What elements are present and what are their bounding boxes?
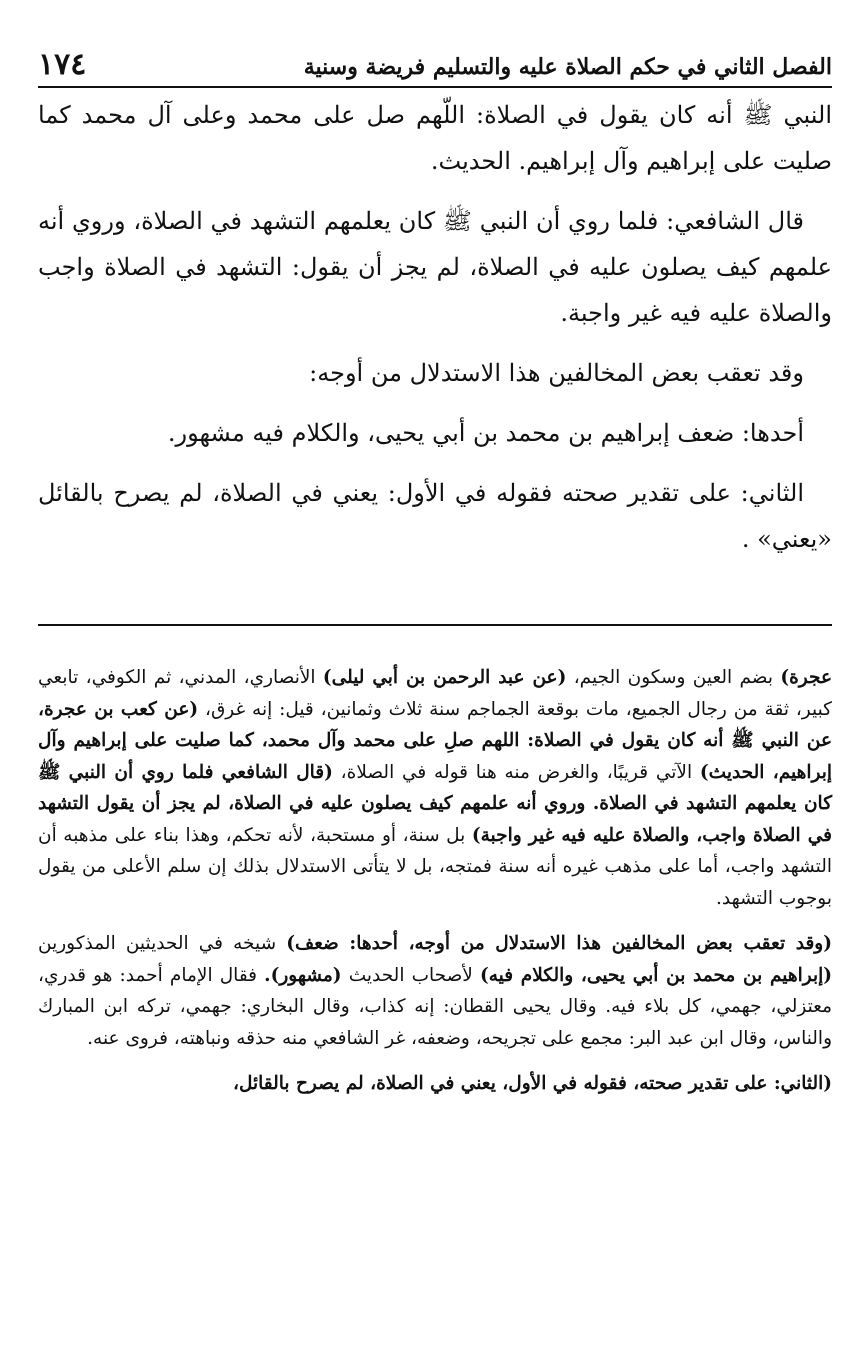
page-number: ١٧٤ xyxy=(38,47,87,82)
commentary-run: بضم العين وسكون الجيم، xyxy=(566,667,781,688)
main-paragraph-1: النبي ﷺ أنه كان يقول في الصلاة: اللّهم صل على محمد وعلى آل محمد كما صليت على إبراهيم وآل إبراهيم. الحديث. xyxy=(38,101,832,175)
main-paragraph-2: قال الشافعي: فلما روي أن النبي ﷺ كان يعلمهم التشهد في الصلاة، وروي أنه علمهم كيف يصلون عليه في الصلاة، لم يجز أن يقول: التشهد في الصلاة واجب والصلاة عليه فيه غير واجبة. xyxy=(38,207,832,327)
bold-quote-run: (مشهور). xyxy=(264,964,342,986)
main-paragraph-4: أحدها: ضعف إبراهيم بن محمد بن أبي يحيى، والكلام فيه مشهور. xyxy=(167,419,804,447)
commentary-run: شيخه في الحديثين المذكورين xyxy=(38,933,287,954)
commentary-run: فقال الإمام أحمد: هو قدري، معتزلي، جهمي، كل بلاء فيه. وقال يحيى القطان: إنه كذاب، وقال البخاري: جهمي، تركه ابن المبارك والناس، وقال ابن عبد البر: مجمع على تجريحه، وضعفه، غر الشافعي منه حذقه ونباهته، فروى عنه. xyxy=(38,964,832,1049)
main-paragraph-5: الثاني: على تقدير صحته فقوله في الأول: يعني في الصلاة، لم يصرح بالقائل «يعني» . xyxy=(38,479,832,553)
book-page xyxy=(38,47,832,1114)
commentary-paragraph-3 xyxy=(38,1068,832,1100)
footnote-separator xyxy=(38,624,832,626)
bold-quote-run: (الثاني: على تقدير صحته، فقوله في الأول، يعني في الصلاة، لم يصرح بالقائل، xyxy=(232,1073,832,1094)
bold-quote-run: (إبراهيم بن محمد بن أبي يحيى، والكلام فيه) xyxy=(480,964,832,986)
commentary-paragraph-2 xyxy=(38,928,832,1054)
bold-quote-run: عجرة) xyxy=(780,667,832,688)
commentary-run: لأصحاب الحديث xyxy=(341,964,480,986)
commentary-paragraph-1 xyxy=(38,662,832,914)
main-paragraph-3: وقد تعقب بعض المخالفين هذا الاستدلال من أوجه: xyxy=(309,359,804,387)
running-title: الفصل الثاني في حكم الصلاة عليه والتسليم فريضة وسنية xyxy=(303,53,832,80)
commentary-run: الآتي قريبًا، والغرض منه هنا قوله في الصلاة، xyxy=(332,761,700,783)
commentary-run: بل سنة، أو مستحبة، لأنه تحكم، وهذا بناء على مذهبه أن التشهد واجب، أما على مذهب غيره أنه سنة فمتجه، بل لا يتأتى الاستدلال بذلك إن سلم الأعلى من يقول بوجوب التشهد. xyxy=(38,824,832,909)
bold-quote-run: (قال الشافعي فلما روي أن النبي ﷺ كان يعلمهم التشهد في الصلاة. وروي أنه علمهم كيف يصلون عليه في الصلاة، لم يجز أن يقول التشهد في الصلاة واجب، والصلاة عليه فيه غير واجبة) xyxy=(38,761,832,846)
bold-quote-run: (وقد تعقب بعض المخالفين هذا الاستدلال من أوجه، أحدها: ضعف) xyxy=(286,933,832,954)
main-text xyxy=(38,92,832,562)
bold-quote-run: (عن كعب بن عجرة، عن النبي ﷺ أنه كان يقول في الصلاة: اللهم صلِ على محمد وآل محمد، كما صليت على إبراهيم وآل إبراهيم، الحديث) xyxy=(38,698,832,783)
bold-quote-run: (عن عبد الرحمن بن أبي ليلى) xyxy=(322,667,567,688)
commentary xyxy=(38,662,832,1100)
page-header xyxy=(38,47,832,88)
commentary-run: الأنصاري، المدني، ثم الكوفي، تابعي كبير، ثقة من رجال الجميع، مات بوقعة الجماجم سنة ثلاث وثمانين، قيل: إنه غرق، xyxy=(38,667,832,720)
